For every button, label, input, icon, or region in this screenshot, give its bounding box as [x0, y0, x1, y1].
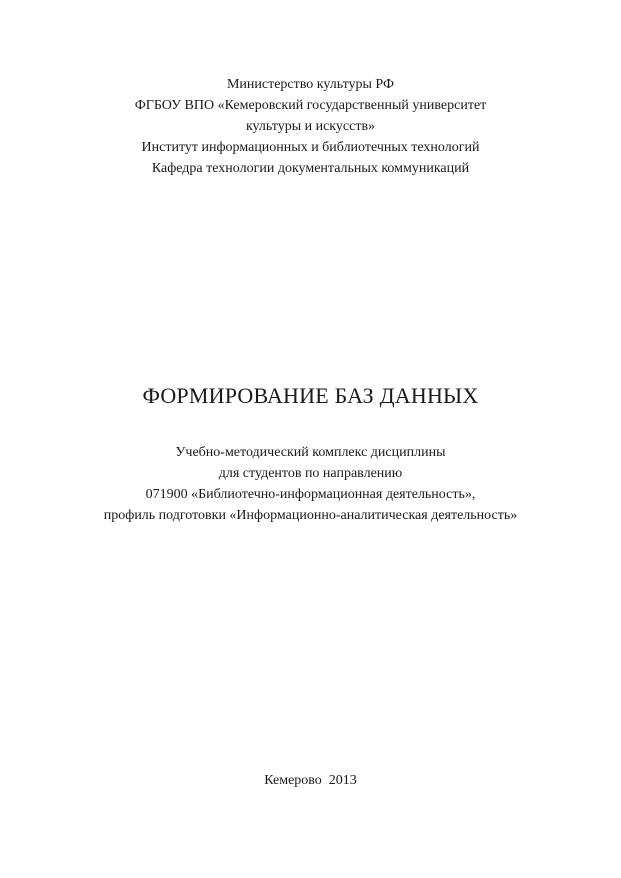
university-line-continued: культуры и искусств» [245, 119, 376, 134]
description-line-audience: для студентов по направлению [218, 466, 403, 481]
description-line-direction: 071900 «Библиотечно-информационная деятельность», [145, 487, 476, 502]
city-year: Кемерово 2013 [264, 773, 357, 788]
department-line: Кафедра технологии документальных коммуникаций [151, 161, 470, 176]
university-line: ФГБОУ ВПО «Кемеровский государственный университет [134, 98, 487, 113]
document-description [0, 442, 621, 526]
institute-line: Институт информационных и библиотечных технологий [141, 140, 480, 155]
description-line-type: Учебно-методический комплекс дисциплины [175, 445, 446, 460]
ministry-line: Министерство культуры РФ [226, 77, 395, 92]
description-line-profile: профиль подготовки «Информационно-аналитическая деятельность» [103, 508, 518, 523]
institution-header [0, 74, 621, 179]
document-title: ФОРМИРОВАНИЕ БАЗ ДАННЫХ [142, 383, 479, 408]
